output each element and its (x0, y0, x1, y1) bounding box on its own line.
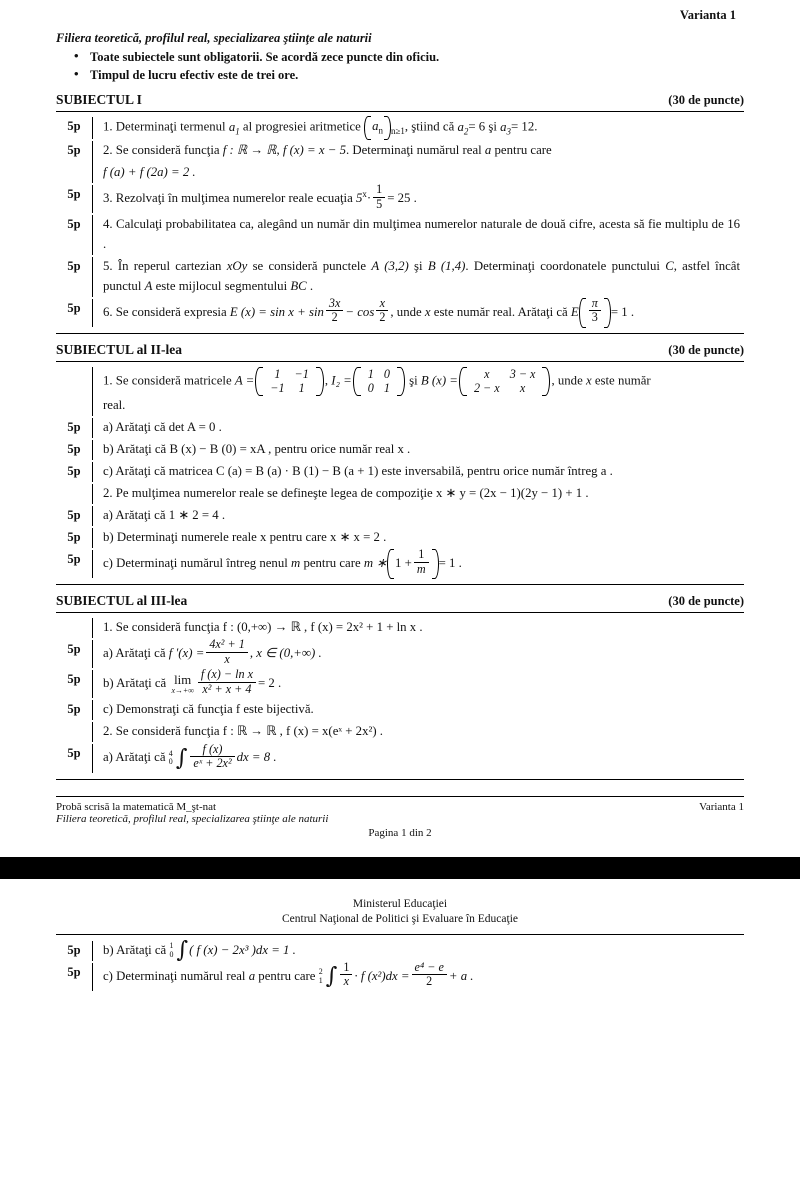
text-fragment: − cos (345, 304, 375, 319)
vertical-rule (92, 963, 93, 991)
text-fragment: x→+∞ (171, 685, 194, 695)
denominator: 2 (412, 974, 447, 989)
problem-text: 3. Rezolvaţi în mulţimea numerelor reale ecuaţia $5^x\cdot$ $\frac{1}{5}$ = 25 . (103, 182, 417, 211)
vertical-rule (92, 700, 93, 720)
text-fragment: f (x) = x − 5 (282, 143, 346, 158)
fraction (589, 297, 601, 325)
text-fragment: 1 (169, 941, 174, 951)
vertical-rule (92, 299, 93, 327)
text-fragment: , unde (390, 304, 422, 319)
problem-row (56, 182, 744, 213)
vertical-rule (92, 418, 93, 438)
exam-page-2 (0, 879, 800, 991)
vertical-rule (92, 528, 93, 548)
problem-row (56, 741, 744, 772)
text-fragment: x (362, 188, 367, 199)
subject-3-title: SUBIECTUL al III-lea (56, 592, 188, 608)
matrix-B (459, 367, 551, 396)
text-fragment: = 1 (610, 304, 628, 319)
vertical-rule (92, 618, 93, 638)
text-fragment: , astfel încât punctul (103, 258, 741, 293)
text-fragment: a (228, 119, 236, 134)
numerator: 4x² + 1 (209, 637, 245, 652)
page-separator-band (0, 857, 800, 879)
points-mark: 5p (67, 119, 81, 134)
footer-filiera: Filiera teoretică, profilul real, specializarea ştiinţe ale naturii (56, 812, 329, 825)
text-fragment: 2 (318, 967, 323, 977)
text-fragment: a (248, 968, 256, 983)
text-fragment: C (665, 258, 674, 273)
problem-row (56, 546, 744, 578)
numerator: 1 (343, 959, 350, 974)
points-mark: 5p (67, 942, 81, 957)
instruction-item: • Toate subiectele sunt obligatorii. Se acordă zece puncte din oficiu. (74, 48, 744, 66)
ministry-header (56, 897, 744, 928)
text-fragment: · f (x²) (354, 968, 386, 983)
fraction (376, 297, 388, 325)
text-fragment: n≥1 (390, 126, 405, 137)
subject-2-points: (30 de puncte) (668, 342, 744, 357)
text-fragment: a (372, 119, 379, 134)
text-fragment: = 12 (511, 119, 535, 134)
points-mark: 5p (67, 746, 81, 761)
text-fragment: , x ∈ (0,+∞) . (249, 645, 322, 660)
problem-row (56, 618, 744, 638)
problem-row (56, 295, 744, 327)
page-footer (56, 796, 744, 839)
instructions-list (56, 48, 744, 84)
text-fragment: 2. Se consideră funcţia (103, 143, 220, 158)
matrix-cell: 3 − x (509, 366, 536, 381)
matrix-cell: x (519, 381, 526, 396)
instruction-item: • Timpul de lucru efectiv este de trei ore. (74, 66, 744, 84)
denominator: m (414, 562, 429, 577)
text-fragment: punctului (611, 258, 660, 273)
text-fragment: a (500, 119, 507, 134)
problem-text: 2. Pe mulţimea numerelor reale se defineşte legea de compoziţie x ∗ y = (2x − 1)(2y − 1) + 1 . (103, 485, 589, 500)
vertical-rule (92, 440, 93, 460)
text-fragment: şi (414, 258, 423, 273)
vertical-rule (92, 550, 93, 578)
points-mark: 5p (67, 143, 81, 158)
text-fragment: , unde (551, 373, 583, 388)
matrix-cell: x (484, 366, 490, 381)
points-mark: 5p (67, 529, 81, 544)
text-fragment: = 6 (468, 119, 486, 134)
problem-row (56, 506, 744, 526)
numerator: 1 (418, 546, 425, 561)
text-fragment: 0 (168, 757, 173, 767)
points-mark: 5p (67, 507, 81, 522)
text-fragment: A (3,2) (371, 258, 409, 273)
vertical-rule (92, 141, 93, 183)
text-fragment: b) Arătaţi că (103, 942, 167, 957)
matrix-cell: 0 (367, 381, 374, 396)
denominator: eˣ + 2x² (190, 756, 234, 771)
text-fragment: + a . (448, 968, 474, 983)
problem-text: 6. Se consideră expresia E (x) = sin x + sin $\frac{3x}{2}$ − cos $\frac{x}{2}$ , unde x este număr real. Arătaţi că E $\frac{\pi}{3}$ = 1 . (103, 299, 744, 327)
denominator: 5 (373, 197, 385, 212)
points-mark (56, 618, 92, 620)
denominator: x (340, 974, 352, 989)
points-mark: 5p (67, 258, 81, 273)
problem-row (56, 959, 744, 991)
text-fragment: A = (234, 373, 255, 388)
fraction (198, 668, 256, 696)
matrix-cell: −1 (294, 366, 309, 381)
problem-text: c) Arătaţi că matricea C (a) = B (a) · B (1) − B (a + 1) este inversabilă, pentru orice număr întreg a . (103, 463, 613, 478)
problem-row (56, 440, 744, 460)
text-fragment: lim (174, 672, 192, 687)
points-mark: 5p (67, 300, 81, 315)
problem-text: 1. Se consideră funcţia f : (0,+∞) → ℝ , f (x) = 2x² + 1 + ln x . (103, 619, 423, 634)
points-mark (56, 722, 92, 724)
problem-text: c) Determinaţi numărul întreg nenul m pentru care m ∗ 1 + $\frac{1}{m}$ = 1 . (103, 550, 744, 578)
subject-1-header (56, 92, 744, 108)
text-fragment: x (585, 373, 592, 388)
text-fragment: ( f (x) − 2x³ )dx = 1 . (189, 942, 296, 957)
text-fragment: = 1 (438, 555, 456, 570)
text-fragment: B (1,4) (427, 258, 466, 273)
text-fragment: f : ℝ → ℝ (222, 143, 277, 158)
numerator: x (379, 295, 386, 310)
fraction (412, 961, 447, 989)
subject-2-title: SUBIECTUL al II-lea (56, 341, 183, 357)
matrix-cell: −1 (270, 381, 285, 396)
fraction (190, 743, 234, 771)
problem-text: 1. Se consideră matricele A = 1 −1 −1 1, I₂ = 1 0 0 1 şi B (x) = x 3 − x 2 − x x, unde x este număr real. (103, 367, 744, 416)
limit-operator (171, 674, 193, 695)
problem-text: 5. În reperul cartezian xOy se consideră punctele A (3,2) şi B (1,4). Determinaţi coordonatele punctului C, astfel încât punctul A este mijlocul segmentului BC . (103, 258, 741, 293)
denominator: 3 (589, 310, 601, 325)
text-fragment: A (144, 278, 153, 293)
integral-limits (169, 750, 173, 767)
subject-1-title: SUBIECTUL I (56, 92, 142, 108)
vertical-rule (92, 367, 93, 416)
problem-row (56, 141, 744, 183)
points-mark: 5p (67, 641, 81, 656)
text-fragment: BC (290, 278, 307, 293)
problem-row (56, 722, 744, 742)
problem-text (103, 936, 744, 963)
problem-row (56, 257, 744, 297)
integral-limits (319, 968, 323, 985)
numerator: e⁴ − e (414, 959, 444, 974)
numerator: π (591, 295, 598, 310)
problem-text (103, 637, 744, 668)
points-mark: 5p (67, 702, 81, 717)
integral-icon: ∫ (325, 963, 338, 990)
points-mark: 5p (67, 964, 81, 979)
text-fragment: E (570, 304, 579, 319)
fraction (326, 297, 343, 325)
integral-icon: ∫ (175, 744, 188, 771)
subject-2-header (56, 342, 744, 358)
fraction (414, 548, 429, 576)
vertical-rule (92, 941, 93, 961)
footer-page-number: Pagina 1 din 2 (368, 826, 432, 839)
text-fragment: x (424, 304, 431, 319)
matrix-cell: 0 (383, 366, 390, 381)
text-fragment: = 2 . (257, 676, 282, 691)
text-fragment: 5 (356, 191, 363, 206)
points-mark: 5p (67, 419, 81, 434)
text-fragment: al progresiei aritmetice (242, 119, 361, 134)
problem-text: a) Arătaţi că 1 ∗ 2 = 4 . (103, 507, 226, 522)
points-mark: 5p (67, 672, 81, 687)
text-fragment: dx = 8 . (236, 750, 277, 765)
vertical-rule (92, 722, 93, 742)
matrix-I2 (353, 367, 405, 396)
text-fragment: a (457, 119, 464, 134)
numerator: f (x) − ln x (200, 667, 253, 682)
problem-row (56, 637, 744, 668)
text-fragment: . Determinaţi numărul real (345, 143, 482, 158)
vertical-rule (92, 484, 93, 504)
numerator: f (x) (202, 741, 223, 756)
matrix-cell: 1 (367, 366, 374, 381)
text-fragment: , ştiind că (404, 119, 455, 134)
text-fragment: se consideră punctele (252, 258, 367, 273)
footer-variant: Varianta 1 (699, 800, 744, 813)
vertical-rule (92, 506, 93, 526)
text-fragment: 1 (235, 126, 240, 137)
matrix-cell: 2 − x (473, 381, 500, 396)
problem-row (56, 528, 744, 548)
vertical-rule (92, 744, 93, 772)
matrix-cell: 1 (298, 381, 305, 396)
vertical-rule (92, 670, 93, 698)
footer-exam-label: Probă scrisă la matematică M_şt-nat (56, 800, 217, 813)
subject-3-points: (30 de puncte) (668, 593, 744, 608)
vertical-rule (92, 185, 93, 213)
text-fragment: dx = (385, 968, 410, 983)
problem-text: 1. Determinaţi termenul $a_1$ al progresiei aritmetice $a_n$ $_{n\ge 1}$, ştiind că $a_2= 6$ şi $a_3= 12$. (103, 117, 744, 139)
vertical-rule (92, 257, 93, 297)
problem-text: a) Arătaţi că det A = 0 . (103, 419, 222, 434)
problem-text (103, 667, 744, 698)
text-fragment: n (378, 125, 383, 136)
text-fragment: f (a) + f (2a) = 2 . (103, 165, 196, 180)
text-fragment: şi (409, 373, 418, 388)
text-fragment: real. (103, 397, 126, 412)
numerator: 3x (328, 295, 341, 310)
ministry-line-1: Ministerul Educaţiei (352, 897, 448, 910)
problem-text: b) Determinaţi numerele reale x pentru care x ∗ x = 2 . (103, 529, 387, 544)
integral-limits (169, 942, 173, 959)
vertical-rule (92, 462, 93, 482)
text-fragment: 5. În reperul cartezian (103, 258, 222, 273)
vertical-rule (92, 117, 93, 139)
text-fragment: şi (488, 119, 497, 134)
matrix-A (255, 367, 324, 396)
text-fragment: pentru care (494, 143, 552, 158)
ministry-line-2: Centrul Naţional de Politici şi Evaluare în Educaţie (281, 913, 518, 926)
subject-3-header (56, 593, 744, 609)
vertical-rule (92, 215, 93, 255)
fraction (206, 638, 247, 666)
points-mark: 5p (67, 551, 81, 566)
problem-row (56, 936, 744, 963)
text-fragment: m (290, 555, 301, 570)
text-fragment: B (x) = (420, 373, 458, 388)
denominator: 2 (326, 310, 343, 325)
problem-row (56, 418, 744, 438)
text-fragment: 6. Se consideră expresia (103, 304, 227, 319)
points-mark: 5p (67, 441, 81, 456)
integral-icon: ∫ (176, 936, 189, 963)
subject-1-block (56, 111, 744, 333)
subject-2-block (56, 361, 744, 585)
text-fragment: a) Arătaţi că (103, 645, 166, 660)
points-mark: 5p (67, 463, 81, 478)
text-fragment: c) Determinaţi numărul real (103, 968, 246, 983)
text-fragment: este mijlocul segmentului (155, 278, 288, 293)
variant-label-top: Varianta 1 (679, 8, 736, 22)
text-fragment: este număr real. Arătaţi că (433, 304, 568, 319)
text-fragment: c) Determinaţi numărul întreg nenul (103, 555, 288, 570)
problem-text: 4. Calculaţi probabilitatea ca, alegând un număr din mulţimea numerelor naturale de două cifre, acesta să fie multiplu de 16 . (103, 217, 740, 252)
fraction (373, 183, 385, 211)
text-fragment: . Determinaţi coordonatele (465, 258, 607, 273)
filiera-line: Filiera teoretică, profilul real, specializarea ştiinţe ale naturii (56, 31, 372, 45)
denominator: x (206, 652, 247, 667)
fraction (340, 961, 352, 989)
subject-3-continued-block (56, 934, 744, 991)
text-fragment: 2 (463, 126, 469, 137)
points-mark (56, 367, 92, 369)
text-fragment: a (484, 143, 492, 158)
matrix-cell: 1 (383, 381, 390, 396)
problem-row (56, 484, 744, 504)
text-fragment: 0 (169, 949, 174, 959)
text-fragment: f ′(x) = (168, 645, 205, 660)
problem-text: 2. Se consideră funcţia f : ℝ → ℝ, f (x) = x − 5. Determinaţi numărul real a pentru care f (a) + f (2a) = 2 . (103, 141, 744, 183)
problem-row (56, 367, 744, 416)
text-fragment: I₂ = (331, 373, 352, 388)
text-fragment: 1 + (395, 555, 412, 570)
problem-text: b) Arătaţi că B (x) − B (0) = xA , pentru orice număr real x . (103, 441, 411, 456)
points-mark: 5p (67, 186, 81, 201)
problem-row (56, 700, 744, 720)
text-fragment: a) Arătaţi că (103, 750, 166, 765)
denominator: x² + x + 4 (198, 682, 256, 697)
problem-text: 2. Se consideră funcţia f : ℝ → ℝ , f (x) = x(eˣ + 2x²) . (103, 724, 383, 739)
problem-row (56, 667, 744, 698)
text-fragment: m ∗ (363, 555, 388, 570)
text-fragment: pentru care (303, 555, 361, 570)
points-mark: 5p (67, 217, 81, 232)
text-fragment: 1. Se consideră matricele (103, 373, 232, 388)
text-fragment: xOy (226, 258, 248, 273)
text-fragment: b) Arătaţi că (103, 676, 167, 691)
matrix-cell: 1 (274, 366, 281, 381)
subject-1-points: (30 de puncte) (668, 93, 744, 108)
text-fragment: E (x) = sin x + sin (229, 304, 324, 319)
problem-row (56, 215, 744, 255)
numerator: 1 (376, 182, 383, 197)
text-fragment: 3 (506, 126, 512, 137)
text-fragment: pentru care (258, 968, 316, 983)
problem-text (103, 741, 744, 772)
problem-text: c) Demonstraţi că funcţia f este bijectivă. (103, 702, 314, 717)
text-fragment: = 25 (387, 191, 411, 206)
text-fragment: 1 (318, 975, 323, 985)
problem-row (56, 117, 744, 139)
text-fragment: 1. Determinaţi termenul (103, 119, 226, 134)
vertical-rule (92, 640, 93, 668)
text-fragment: 4 (168, 749, 173, 759)
subject-3-block (56, 612, 744, 780)
text-fragment: este număr (594, 373, 651, 388)
problem-row (56, 462, 744, 482)
points-mark (56, 484, 92, 486)
denominator: 2 (376, 310, 388, 325)
text-fragment: 3. Rezolvaţi în mulţimea numerelor reale ecuaţia (103, 191, 353, 206)
problem-text (103, 959, 744, 991)
